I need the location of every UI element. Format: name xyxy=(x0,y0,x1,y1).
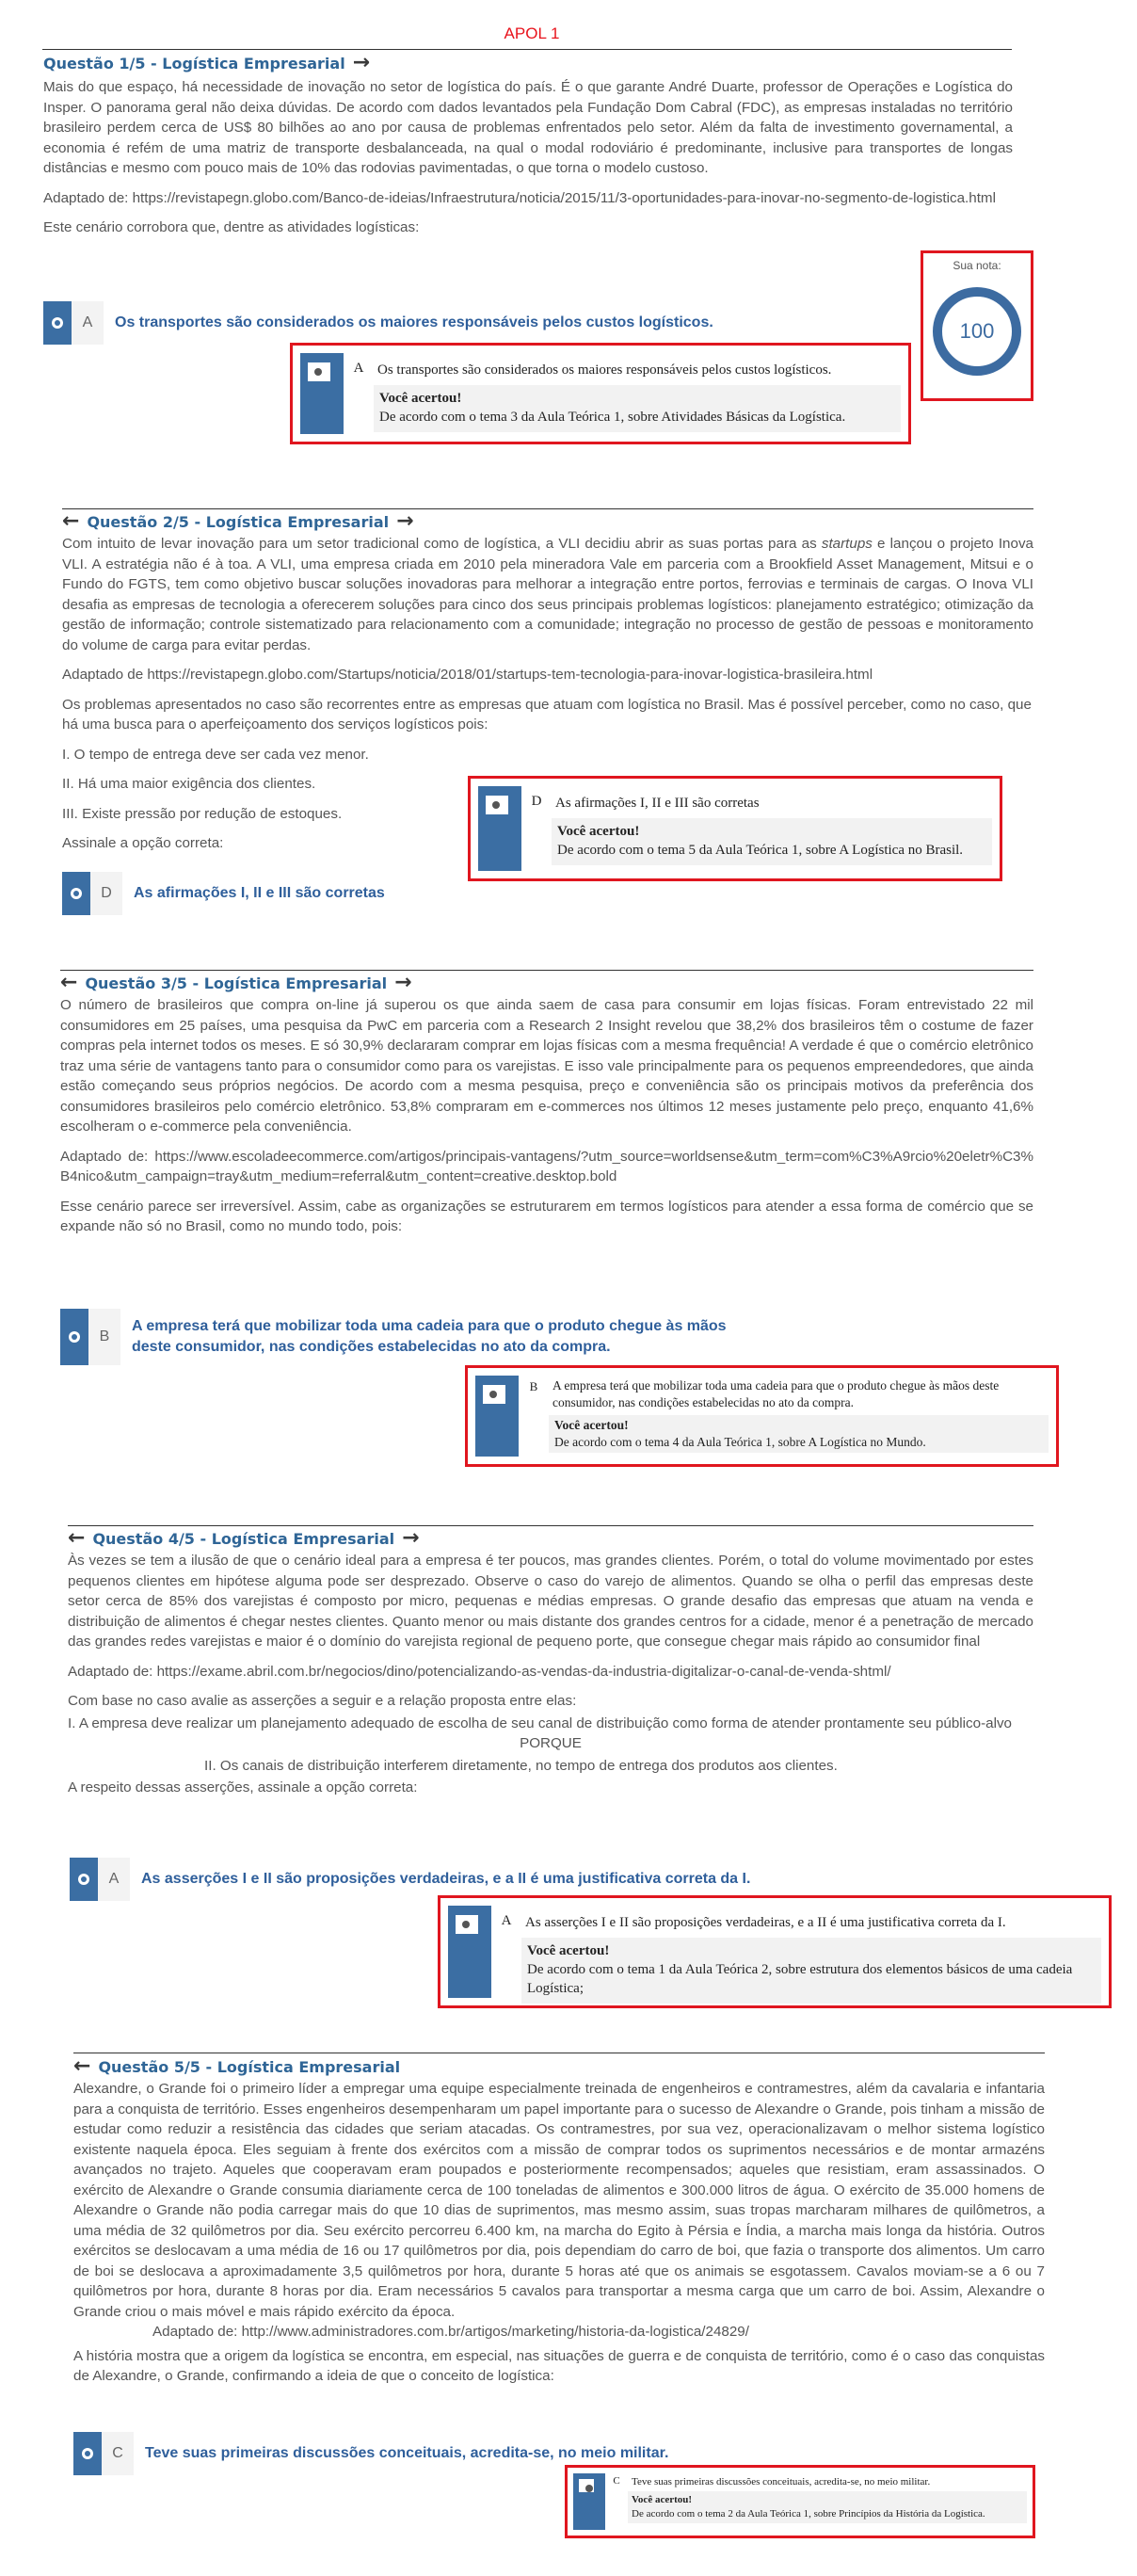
prev-arrow-icon[interactable]: ← xyxy=(73,2054,91,2078)
next-arrow-icon[interactable]: → xyxy=(396,509,414,533)
feedback-correct: Você acertou! xyxy=(379,391,462,406)
answer-text: As asserções I e II são proposições verdadeiras, e a II é uma justificativa correta da I. xyxy=(141,1871,751,1887)
prev-arrow-icon[interactable]: ← xyxy=(60,971,78,994)
answer-letter: C xyxy=(102,2432,134,2475)
question-paragraph: Mais do que espaço, há necessidade de inovação no setor de logística do país. É o que garante André Duarte, professor de Operações e Logística do Insper. O panorama geral não deixa dúvidas. De acordo com dados levantados pela Fundação Dom Cabral (FDC), as empresas instaladas no território brasileiro perdem cerca de US$ 80 bilhões ao ano por causa de problemas enfrentados pelo setor. Além da falta de investimento governamental, a economia é refém de uma matriz de transporte desbalanceada, na qual o modal rodoviário é predominante, inclusive para transportes de longas distâncias e mesmo com pouco mais de 10% das rodovias pavimentadas, o que torna o modelo custoso. xyxy=(43,79,1013,176)
feedback-bar xyxy=(478,786,521,871)
feedback-answer: As afirmações I, II e III são corretas xyxy=(555,796,760,811)
statement-2: II. Há uma maior exigência dos clientes. xyxy=(62,776,316,792)
question-text xyxy=(43,77,1013,238)
answer-text: Os transportes são considerados os maiores responsáveis pelos custos logísticos. xyxy=(115,314,713,330)
question-4 xyxy=(68,1528,1033,1808)
question-source: Adaptado de: https://www.escoladeecommerce.com/artigos/principais-vantagens/?utm_source=worldsense&utm_term=com%C3%A9rcio%20eletr%C3%B4nico&utm_campaign=tray&utm_medium=referral&utm_content=creative.desktop.bold xyxy=(60,1148,1033,1184)
divider xyxy=(42,49,1012,50)
feedback-note: De acordo com o tema 3 da Aula Teórica 1, sobre Atividades Básicas da Logística. xyxy=(379,410,846,425)
feedback-letter: D xyxy=(531,794,542,809)
question-title: Questão 3/5 - Logística Empresarial xyxy=(85,974,388,992)
answer-letter: A xyxy=(98,1858,130,1901)
feedback-answer: A empresa terá que mobilizar toda uma cadeia para que o produto chegue às mãos deste consumidor, nas condições estabelecidas no ato da compra. xyxy=(552,1378,1000,1409)
feedback-note: De acordo com o tema 2 da Aula Teórica 1, sobre Princípios da História da Logística. xyxy=(632,2508,985,2520)
question-prompt: Esse cenário parece ser irreversível. Assim, cabe as organizações se estruturarem em termos logísticos para atender a essa forma de comércio que se expande não só no Brasil, como no mundo todo, pois: xyxy=(60,1198,1033,1234)
feedback-note: De acordo com o tema 5 da Aula Teórica 1, sobre A Logística no Brasil. xyxy=(557,843,964,858)
answer-letter: A xyxy=(72,301,104,345)
question-source: Adaptado de: http://www.administradores.com.br/artigos/marketing/historia-da-logistica/24829/ xyxy=(152,2324,749,2340)
feedback-letter: B xyxy=(529,1379,538,1393)
question-header xyxy=(68,1528,1033,1549)
question-text xyxy=(68,1551,1033,1798)
question-paragraph: Com intuito de levar inovação para um setor tradicional como de logística, a VLI decidiu abrir as suas portas para as startups e lançou o projeto Inova VLI. A estratégia não é à toa. A VLI, uma empresa criada em 2010 pela mineradora Vale em parceria com a Brookfield Asset Management, Mitsui e o Fundo do FGTS, tem como objetivo buscar soluções inovadoras para melhorar a integração entre portos, ferrovias e terminais de cargas. O Inova VLI desafia as empresas de tecnologia a oferecerem soluções para cinco dos seus principais problemas logísticos: planejamento estratégico; otimização da gestão de informação; controle sistematizado para relacionamento com a comunidade; integração no processo de gestão de pessoas e monitoramento do volume de carga para evitar perdas. xyxy=(62,536,1033,653)
question-title: Questão 1/5 - Logística Empresarial xyxy=(43,54,345,72)
question-title: Questão 2/5 - Logística Empresarial xyxy=(87,512,390,531)
question-source: Adaptado de: https://exame.abril.com.br/negocios/dino/potencializando-as-vendas-da-industria-digitalizar-o-canal-de-venda-shtml/ xyxy=(68,1663,891,1680)
assertion-1: I. A empresa deve realizar um planejamento adequado de escolha de seu canal de distribuição como forma de atender prontamente seu público-alvo xyxy=(68,1715,1012,1731)
feedback-box xyxy=(438,1895,1112,2008)
question-prompt: Com base no caso avalie as asserções a seguir e a relação proposta entre elas: xyxy=(68,1693,577,1709)
feedback-note: De acordo com o tema 1 da Aula Teórica 2, sobre estrutura dos elementos básicos de uma cadeia Logística; xyxy=(527,1962,1073,1996)
feedback-letter: A xyxy=(501,1913,512,1928)
question-header xyxy=(60,973,1033,993)
checkbox-icon xyxy=(486,796,508,814)
prev-arrow-icon[interactable]: ← xyxy=(62,509,80,533)
question-header xyxy=(43,53,1013,73)
next-arrow-icon[interactable]: → xyxy=(352,51,371,74)
radio-selected-icon[interactable] xyxy=(43,301,72,345)
selected-answer[interactable] xyxy=(62,872,476,915)
feedback-correct: Você acertou! xyxy=(527,1943,610,1958)
answer-letter: B xyxy=(88,1309,120,1365)
feedback-correct: Você acertou! xyxy=(632,2494,693,2505)
question-text xyxy=(73,2079,1045,2387)
feedback-bar xyxy=(475,1376,519,1457)
feedback-box xyxy=(465,1365,1059,1467)
radio-selected-icon[interactable] xyxy=(70,1858,98,1901)
question-prompt: A história mostra que a origem da logística se encontra, em especial, nas situações de guerra e de conquista de território, como é o caso das conquistas de Alexandre, o Grande, confirmando a ideia de que o conceito de logística: xyxy=(73,2347,1045,2384)
question-1 xyxy=(43,53,1013,248)
question-text xyxy=(60,995,1033,1237)
divider xyxy=(60,970,1033,971)
radio-selected-icon[interactable] xyxy=(62,872,90,915)
feedback-correct: Você acertou! xyxy=(557,824,640,839)
feedback-answer: As asserções I e II são proposições verdadeiras, e a II é uma justificativa correta da I. xyxy=(525,1915,1006,1930)
question-paragraph: Às vezes se tem a ilusão de que o cenário ideal para a empresa é ter poucos, mas grandes clientes. Porém, o total do volume movimentado por estes pequenos clientes em hipótese alguma pode ser desprezado. Observe o caso do varejo de alimentos. Quando se olha o perfil das empresas deste setor cerca de 85% dos varejistas é composto por micro, pequenas e médias empresas. O grande desafio das empresas que atuam na venda e distribuição de alimentos é chegar nestes clientes. Quanto menor ou mais distante dos grandes centros for a cidade, menor é a penetração de mercado das grandes redes varejistas e maior é o domínio do varejista regional de pequeno porte, que consegue chegar mais rápido ao consumidor final xyxy=(68,1553,1033,1650)
question-header xyxy=(73,2056,1045,2077)
score-value: 100 xyxy=(959,319,995,343)
checkbox-icon xyxy=(456,1915,478,1934)
question-instruction: A respeito dessas asserções, assinale a opção correta: xyxy=(68,1779,418,1795)
feedback-bar xyxy=(300,353,344,434)
question-paragraph: O número de brasileiros que compra on-line já superou os que ainda saem de casa para consumir em lojas físicas. Foram entrevistado 22 mil consumidores em 25 países, uma pesquisa da PwC em parceria com a Research 2 Insight revelou que 38,2% dos brasileiros têm o costume de fazer compras pela internet todos os meses. E só 30,9% declararam comprar em lojas físicas com a mesma frequência! A verdade é que o comércio eletrônico traz uma série de vantagens tanto para o consumidor como para os varejistas. E isso vale principalmente para os pequenos empreendedores, que ainda estão começando seus próprios negócios. De acordo com a mesma pesquisa, preço e conveniência são os principais motivos da preferência dos consumidores brasileiros pelo comércio eletrônico. 53,8% compraram em e-commerces nos últimos 12 meses justamente pelo preço, enquanto 41,6% escolheram o e-commerce pela conveniência. xyxy=(60,997,1033,1135)
question-paragraph: Alexandre, o Grande foi o primeiro líder a empregar uma equipe especialmente treinada de engenheiros e contramestres, além da cavalaria e infantaria para a conquista de território. Esses engenheiros desempenharam um papel importante para o sucesso de Alexandre o Grande, pois tinham a missão de estudar como reduzir a resistência das cidades que seriam atacadas. Os contramestres, por sua vez, operacionalizavam o melhor sistema logístico existente naquela época. Eles seguiam à frente dos exércitos com a missão de comprar todos os suprimentos necessários e de montar armazéns avançados no trajeto. Aqueles que cooperavam eram poupados e posteriormente recompensados; aqueles que resistiam, eram assassinados. O exército de Alexandre o Grande consumia diariamente cerca de 100 toneladas de alimentos e 300.000 litros de água. O exército de 35.000 homens de Alexandre o Grande não podia carregar mais do que 10 dias de suprimentos, mas mesmo assim, suas tropas marcharam milhares de quilômetros, a uma média de 32 quilômetros por dia. Seu exército percorreu 6.400 km, na marcha do Egito à Pérsia e Índia, a marcha mais longa da história. Outros exércitos se deslocavam a uma média de 16 ou 17 quilômetros por dia, pois dependiam do carro de boi, que fazia o transporte dos alimentos. Um carro de boi se deslocava a aproximadamente 3,5 quilômetros por hora, durante 5 horas até que os animais se esgotassem. Cavalos moviam-se a 6 ou 7 quilômetros por hora, durante 8 horas por dia. Eram necessários 5 cavalos para transportar a mesma carga que um carro de boi. Assim, Alexandre o Grande criou o mais móvel e mais rápido exército da época. xyxy=(73,2081,1045,2320)
feedback-bar xyxy=(573,2473,605,2530)
question-3 xyxy=(60,973,1033,1247)
statement-3: III. Existe pressão por redução de estoques. xyxy=(62,805,343,822)
answer-text: A empresa terá que mobilizar toda uma cadeia para que o produto chegue às mãos deste consumidor, nas condições estabelecidas no ato da compra. xyxy=(132,1318,727,1355)
selected-answer[interactable] xyxy=(60,1309,776,1365)
assertion-2: II. Os canais de distribuição interferem diretamente, no tempo de entrega dos produtos aos clientes. xyxy=(204,1757,838,1774)
porque-label: PORQUE xyxy=(520,1735,582,1751)
feedback-note: De acordo com o tema 4 da Aula Teórica 1, sobre A Logística no Mundo. xyxy=(554,1435,926,1449)
question-prompt: Este cenário corrobora que, dentre as atividades logísticas: xyxy=(43,219,420,235)
checkbox-icon xyxy=(483,1385,505,1404)
feedback-correct: Você acertou! xyxy=(554,1418,629,1432)
question-5 xyxy=(73,2056,1045,2396)
feedback-box xyxy=(290,343,911,444)
question-title: Questão 4/5 - Logística Empresarial xyxy=(92,1529,395,1548)
statement-1: I. O tempo de entrega deve ser cada vez menor. xyxy=(62,746,369,763)
answer-text: Teve suas primeiras discussões conceituais, acredita-se, no meio militar. xyxy=(145,2445,669,2461)
answer-text: As afirmações I, II e III são corretas xyxy=(134,885,385,901)
apol-title: APOL 1 xyxy=(504,24,560,42)
score-ring xyxy=(933,287,1021,376)
question-source: Adaptado de https://revistapegn.globo.com/Startups/noticia/2018/01/startups-tem-tecnologia-para-inovar-logistica-brasileira.html xyxy=(62,667,873,683)
feedback-answer: Os transportes são considerados os maiores responsáveis pelos custos logísticos. xyxy=(377,362,832,378)
feedback-bar xyxy=(448,1906,491,1998)
score-label: Sua nota: xyxy=(953,259,1001,272)
radio-selected-icon[interactable] xyxy=(60,1309,88,1365)
question-source: Adaptado de: https://revistapegn.globo.com/Banco-de-ideias/Infraestrutura/noticia/2015/11/3-oportunidades-para-inovar-no-segmento-de-logistica.html xyxy=(43,189,996,206)
question-title: Questão 5/5 - Logística Empresarial xyxy=(98,2057,401,2076)
question-prompt: Os problemas apresentados no caso são recorrentes entre as empresas que atuam com logística no Brasil. Mas é possível perceber, como no caso, que há uma busca para o aperfeiçoamento dos serviços logísticos pois: xyxy=(62,696,1032,733)
prev-arrow-icon[interactable]: ← xyxy=(68,1526,86,1550)
answer-letter: D xyxy=(90,872,122,915)
feedback-letter: C xyxy=(613,2475,620,2487)
question-header xyxy=(62,511,1033,532)
selected-answer[interactable] xyxy=(43,301,853,345)
next-arrow-icon[interactable]: → xyxy=(402,1526,420,1550)
divider xyxy=(62,508,1033,509)
checkbox-icon xyxy=(308,362,330,381)
feedback-answer: Teve suas primeiras discussões conceituais, acredita-se, no meio militar. xyxy=(632,2476,931,2487)
next-arrow-icon[interactable]: → xyxy=(394,971,412,994)
question-instruction: Assinale a opção correta: xyxy=(62,835,224,851)
feedback-box xyxy=(565,2465,1035,2538)
feedback-box xyxy=(468,776,1002,881)
checkbox-icon xyxy=(579,2479,594,2492)
divider xyxy=(68,1525,1033,1526)
radio-selected-icon[interactable] xyxy=(73,2432,102,2475)
feedback-letter: A xyxy=(353,361,364,376)
score-box xyxy=(921,250,1033,401)
